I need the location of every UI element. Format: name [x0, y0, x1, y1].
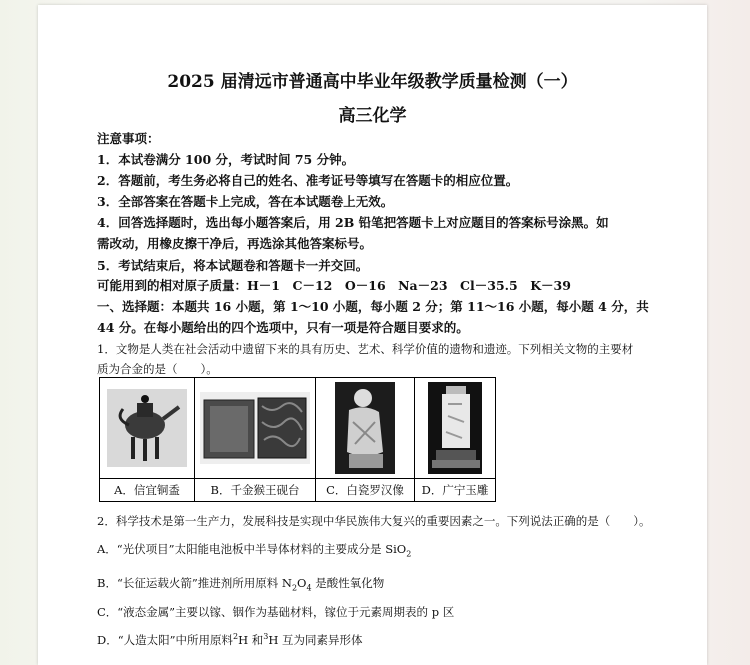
q2-option-b: B．“长征运载火箭”推进剂所用原料 $N_2O_4$ 是酸性氧化物	[97, 576, 385, 593]
option-c-label: C．白瓷罗汉像	[316, 478, 414, 501]
notice-item-4: 4．回答选择题时，选出每小题答案后，用 2B 铅笔把答题卡上对应题目的答案标号涂黑。如	[97, 215, 609, 230]
atomic-masses: 可能用到的相对原子质量：H－1 C－12 O－16 Na－23 Cl－35.5 K－39	[97, 278, 571, 293]
notice-item-1: 1．本试卷满分 100 分，考试时间 75 分钟。	[97, 152, 355, 167]
option-d-label: D．广宁玉雕	[415, 478, 495, 501]
q2-option-c: C．“液态金属”主要以镓、铟作为基础材料，镓位于元素周期表的 p 区	[97, 605, 455, 619]
notice-item-3: 3．全部答案在答题卡上完成，答在本试题卷上无效。	[97, 194, 394, 209]
section1-instructions: 一、选择题：本题共 16 小题，第 1～10 小题，每小题 2 分；第 11～16 小题，每小题 4 分，共	[97, 299, 649, 314]
q2-stem: 2．科学技术是第一生产力，发展科技是实现中华民族伟大复兴的重要因素之一。下列说法正确的是（ ）。	[97, 514, 651, 528]
bronze-vessel-image	[100, 378, 194, 478]
jade-carving-image	[415, 378, 495, 478]
exam-title: 2025 届清远市普通高中毕业年级教学质量检测（一）	[167, 72, 578, 92]
notice-item-4-cont: 需改动，用橡皮擦干净后，再选涂其他答案标号。	[97, 236, 373, 251]
q2-option-a: A．“光伏项目”太阳能电池板中半导体材料的主要成分是 SiO$_2$	[97, 542, 412, 559]
notice-item-2: 2．答题前，考生务必将自己的姓名、准考证号等填写在答题卡的相应位置。	[97, 173, 519, 188]
option-b-label: B．千金猴王砚台	[195, 478, 315, 501]
notice-item-5: 5．考试结束后，将本试题卷和答题卡一并交回。	[97, 258, 369, 273]
q1-stem-cont: 质为合金的是（ ）。	[97, 362, 218, 376]
porcelain-statue-image	[316, 378, 414, 478]
option-a-label: A．信宜铜盉	[100, 478, 194, 501]
exam-subject: 高三化学	[338, 106, 407, 126]
inkstone-image	[195, 378, 315, 478]
notice-heading: 注意事项：	[97, 131, 160, 146]
exam-page	[38, 5, 707, 665]
section1-instructions-cont: 44 分。在每小题给出的四个选项中，只有一项是符合题目要求的。	[97, 320, 469, 335]
q2-option-d: D．“人造太阳”中所用原料$^2$H 和$^3$H 互为同素异形体	[97, 632, 363, 647]
q1-options-table	[99, 377, 496, 502]
q1-stem: 1．文物是人类在社会活动中遗留下来的具有历史、艺术、科学价值的遗物和遗迹。下列相关文物的主要材	[97, 342, 634, 356]
